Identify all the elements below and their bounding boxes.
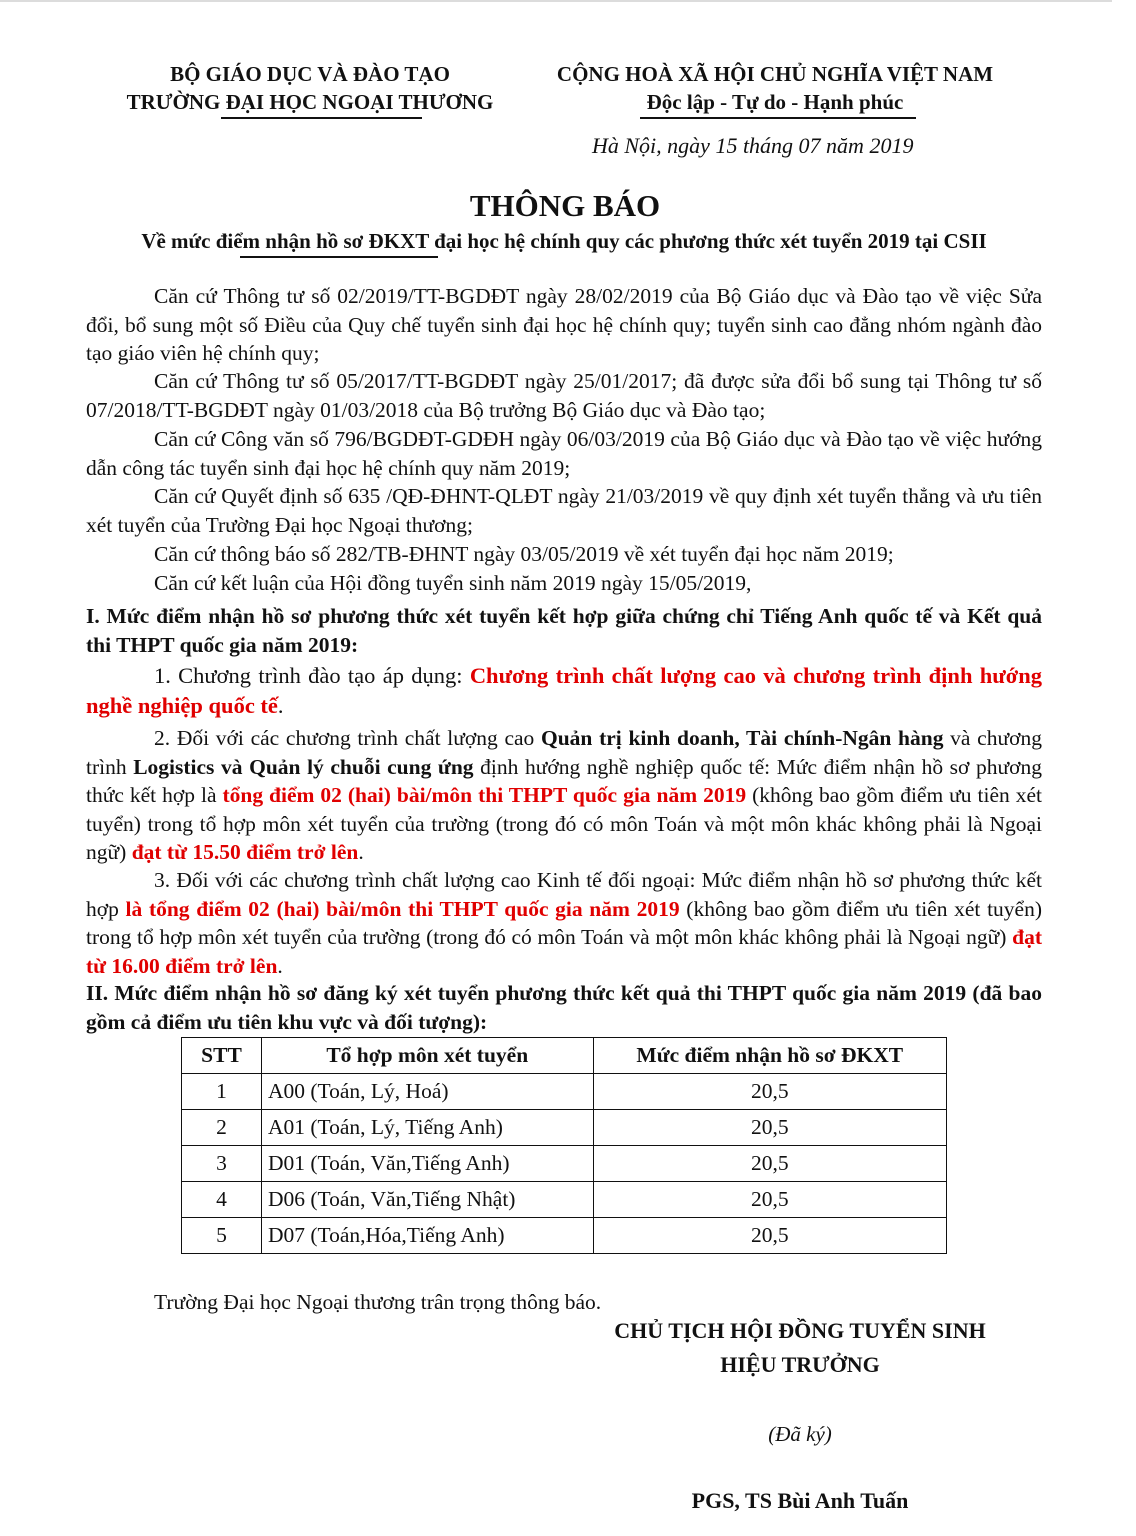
cell-stt: 1 — [182, 1074, 262, 1110]
table-row — [182, 1110, 947, 1146]
country-name: CỘNG HOÀ XÃ HỘI CHỦ NGHĨA VIỆT NAM — [556, 62, 994, 86]
item-2-text: . — [358, 840, 364, 865]
column-header-stt: STT — [182, 1038, 262, 1074]
item-2-text: 2. Đối với các chương trình chất lượng cao — [154, 726, 541, 750]
signatory-title: CHỦ TỊCH HỘI ĐỒNG TUYỂN SINH — [614, 1318, 986, 1343]
item-2-text: định hướng nghề nghiệp quốc tế: Mức điểm nhận hồ sơ phương thức kết hợp là — [86, 754, 1042, 808]
score-table — [181, 1037, 947, 1254]
column-header-min-score: Mức điểm nhận hồ sơ ĐKXT — [593, 1038, 946, 1074]
preamble-paragraph: Căn cứ kết luận của Hội đồng tuyển sinh năm 2019 ngày 15/05/2019, — [154, 571, 752, 595]
item-2-threshold: đạt từ 15.50 điểm trở lên — [131, 840, 359, 865]
preamble-paragraph: Căn cứ Thông tư số 05/2017/TT-BGDĐT ngày 25/01/2017; đã được sửa đổi bổ sung tại Thông tư số 07/2018/TT-BGDĐT ngày 01/03/2018 của Bộ trưởng Bộ Giáo dục và Đào tạo; — [86, 369, 1042, 422]
header-left-underline — [221, 117, 422, 119]
cell-subject-group: A01 (Toán, Lý, Tiếng Anh) — [261, 1110, 593, 1146]
table-header-row — [182, 1038, 947, 1074]
cell-subject-group: D01 (Toán, Văn,Tiếng Anh) — [261, 1146, 593, 1182]
cell-score: 20,5 — [593, 1182, 946, 1218]
item-2-logistics: Logistics và Quản lý chuỗi cung ứng — [133, 754, 474, 779]
table-row — [182, 1074, 947, 1110]
item-3-score-rule: là tổng điểm 02 (hai) bài/môn thi THPT quốc gia năm 2019 — [125, 896, 680, 921]
cell-stt: 5 — [182, 1218, 262, 1254]
item-3-text: 3. Đối với các chương trình chất lượng cao Kinh tế đối ngoại: Mức điểm nhận hồ sơ phương thức kết hợp — [86, 868, 1042, 921]
cell-subject-group: D06 (Toán, Văn,Tiếng Nhật) — [261, 1182, 593, 1218]
item-3-text: (không bao gồm điểm ưu tiên xét tuyển) trong tổ hợp môn xét tuyển của trường (trong đó có môn Toán và một môn khác không phải là Ngoại ngữ) — [86, 896, 1042, 950]
item-1-suffix: . — [277, 693, 284, 718]
section-2-heading: II. Mức điểm nhận hồ sơ đăng ký xét tuyển phương thức kết quả thi THPT quốc gia năm 2019 (đã bao gồm cả điểm ưu tiên khu vực và đối tượng): — [86, 981, 1042, 1034]
column-header-subject-group: Tổ hợp môn xét tuyển — [261, 1038, 593, 1074]
item-1-highlight: Chương trình chất lượng cao và chương trình định hướng nghề nghiệp quốc tế — [86, 663, 1042, 718]
closing-note: Trường Đại học Ngoại thương trân trọng thông báo. — [154, 1290, 602, 1314]
section-1-item-3 — [86, 866, 1042, 980]
table-row — [182, 1146, 947, 1182]
preamble-paragraph: Căn cứ Công văn số 796/BGDĐT-GDĐH ngày 06/03/2019 của Bộ Giáo dục và Đào tạo về việc hướng dẫn công tác tuyển sinh đại học hệ chính quy năm 2019; — [86, 427, 1042, 480]
signatory-position: HIỆU TRƯỞNG — [720, 1352, 880, 1377]
ministry-name: BỘ GIÁO DỤC VÀ ĐÀO TẠO — [170, 62, 450, 86]
item-3-threshold: đạt từ 16.00 điểm trở lên — [86, 925, 1042, 978]
signer-name: PGS, TS Bùi Anh Tuấn — [691, 1488, 909, 1513]
cell-stt: 2 — [182, 1110, 262, 1146]
cell-stt: 4 — [182, 1182, 262, 1218]
signed-note: (Đã ký) — [768, 1422, 832, 1446]
ministry-header — [100, 60, 520, 116]
preamble-paragraph: Căn cứ thông báo số 282/TB-ĐHNT ngày 03/05/2019 về xét tuyển đại học năm 2019; — [154, 542, 894, 566]
national-motto: Độc lập - Tự do - Hạnh phúc — [646, 90, 904, 114]
document-subtitle: Về mức điểm nhận hồ sơ ĐKXT đại học hệ chính quy các phương thức xét tuyển 2019 tại CSII — [141, 229, 987, 253]
university-name: TRƯỜNG ĐẠI HỌC NGOẠI THƯƠNG — [126, 90, 494, 114]
table-row — [182, 1218, 947, 1254]
section-1-heading: I. Mức điểm nhận hồ sơ phương thức xét tuyển kết hợp giữa chứng chỉ Tiếng Anh quốc tế và Kết quả thi THPT quốc gia năm 2019: — [86, 604, 1042, 657]
item-2-text: (không bao gồm điểm ưu tiên xét tuyển) trong tổ hợp môn xét tuyển của trường (trong đó có môn Toán và một môn khác không phải là Ngoại ngữ) — [86, 783, 1043, 865]
item-3-text: . — [277, 953, 283, 978]
cell-stt: 3 — [182, 1146, 262, 1182]
national-header — [525, 60, 1025, 116]
cell-subject-group: A00 (Toán, Lý, Hoá) — [261, 1074, 593, 1110]
header-right-underline — [640, 117, 916, 119]
preamble-paragraph: Căn cứ Quyết định số 635 /QĐ-ĐHNT-QLĐT ngày 21/03/2019 về quy định xét tuyển thẳng và ưu tiên xét tuyển của Trường Đại học Ngoại thương; — [86, 484, 1042, 537]
cell-score: 20,5 — [593, 1110, 946, 1146]
item-1-text: 1. Chương trình đào tạo áp dụng: — [154, 663, 470, 688]
cell-score: 20,5 — [593, 1074, 946, 1110]
section-1-item-2 — [86, 724, 1042, 867]
subtitle-underline — [240, 256, 438, 258]
section-1-item-1 — [86, 661, 1042, 721]
item-2-score-rule: tổng điểm 02 (hai) bài/môn thi THPT quốc gia năm 2019 — [222, 783, 747, 808]
cell-score: 20,5 — [593, 1218, 946, 1254]
table-row — [182, 1182, 947, 1218]
document-title: THÔNG BÁO — [469, 188, 661, 223]
item-2-text: và chương trình — [86, 726, 1042, 779]
cell-score: 20,5 — [593, 1146, 946, 1182]
date-line: Hà Nội, ngày 15 tháng 07 năm 2019 — [592, 133, 914, 158]
preamble-paragraph: Căn cứ Thông tư số 02/2019/TT-BGDĐT ngày 28/02/2019 của Bộ Giáo dục và Đào tạo về việc Sửa đổi, bổ sung một số Điều của Quy chế tuyển sinh đại học hệ chính quy; tuyển sinh cao đẳng nhóm ngành đào tạo giáo viên hệ chính quy; — [86, 284, 1042, 366]
cell-subject-group: D07 (Toán,Hóa,Tiếng Anh) — [261, 1218, 593, 1254]
page-top-edge — [0, 0, 1112, 2]
item-2-programs: Quản trị kinh doanh, Tài chính-Ngân hàng — [540, 726, 944, 750]
